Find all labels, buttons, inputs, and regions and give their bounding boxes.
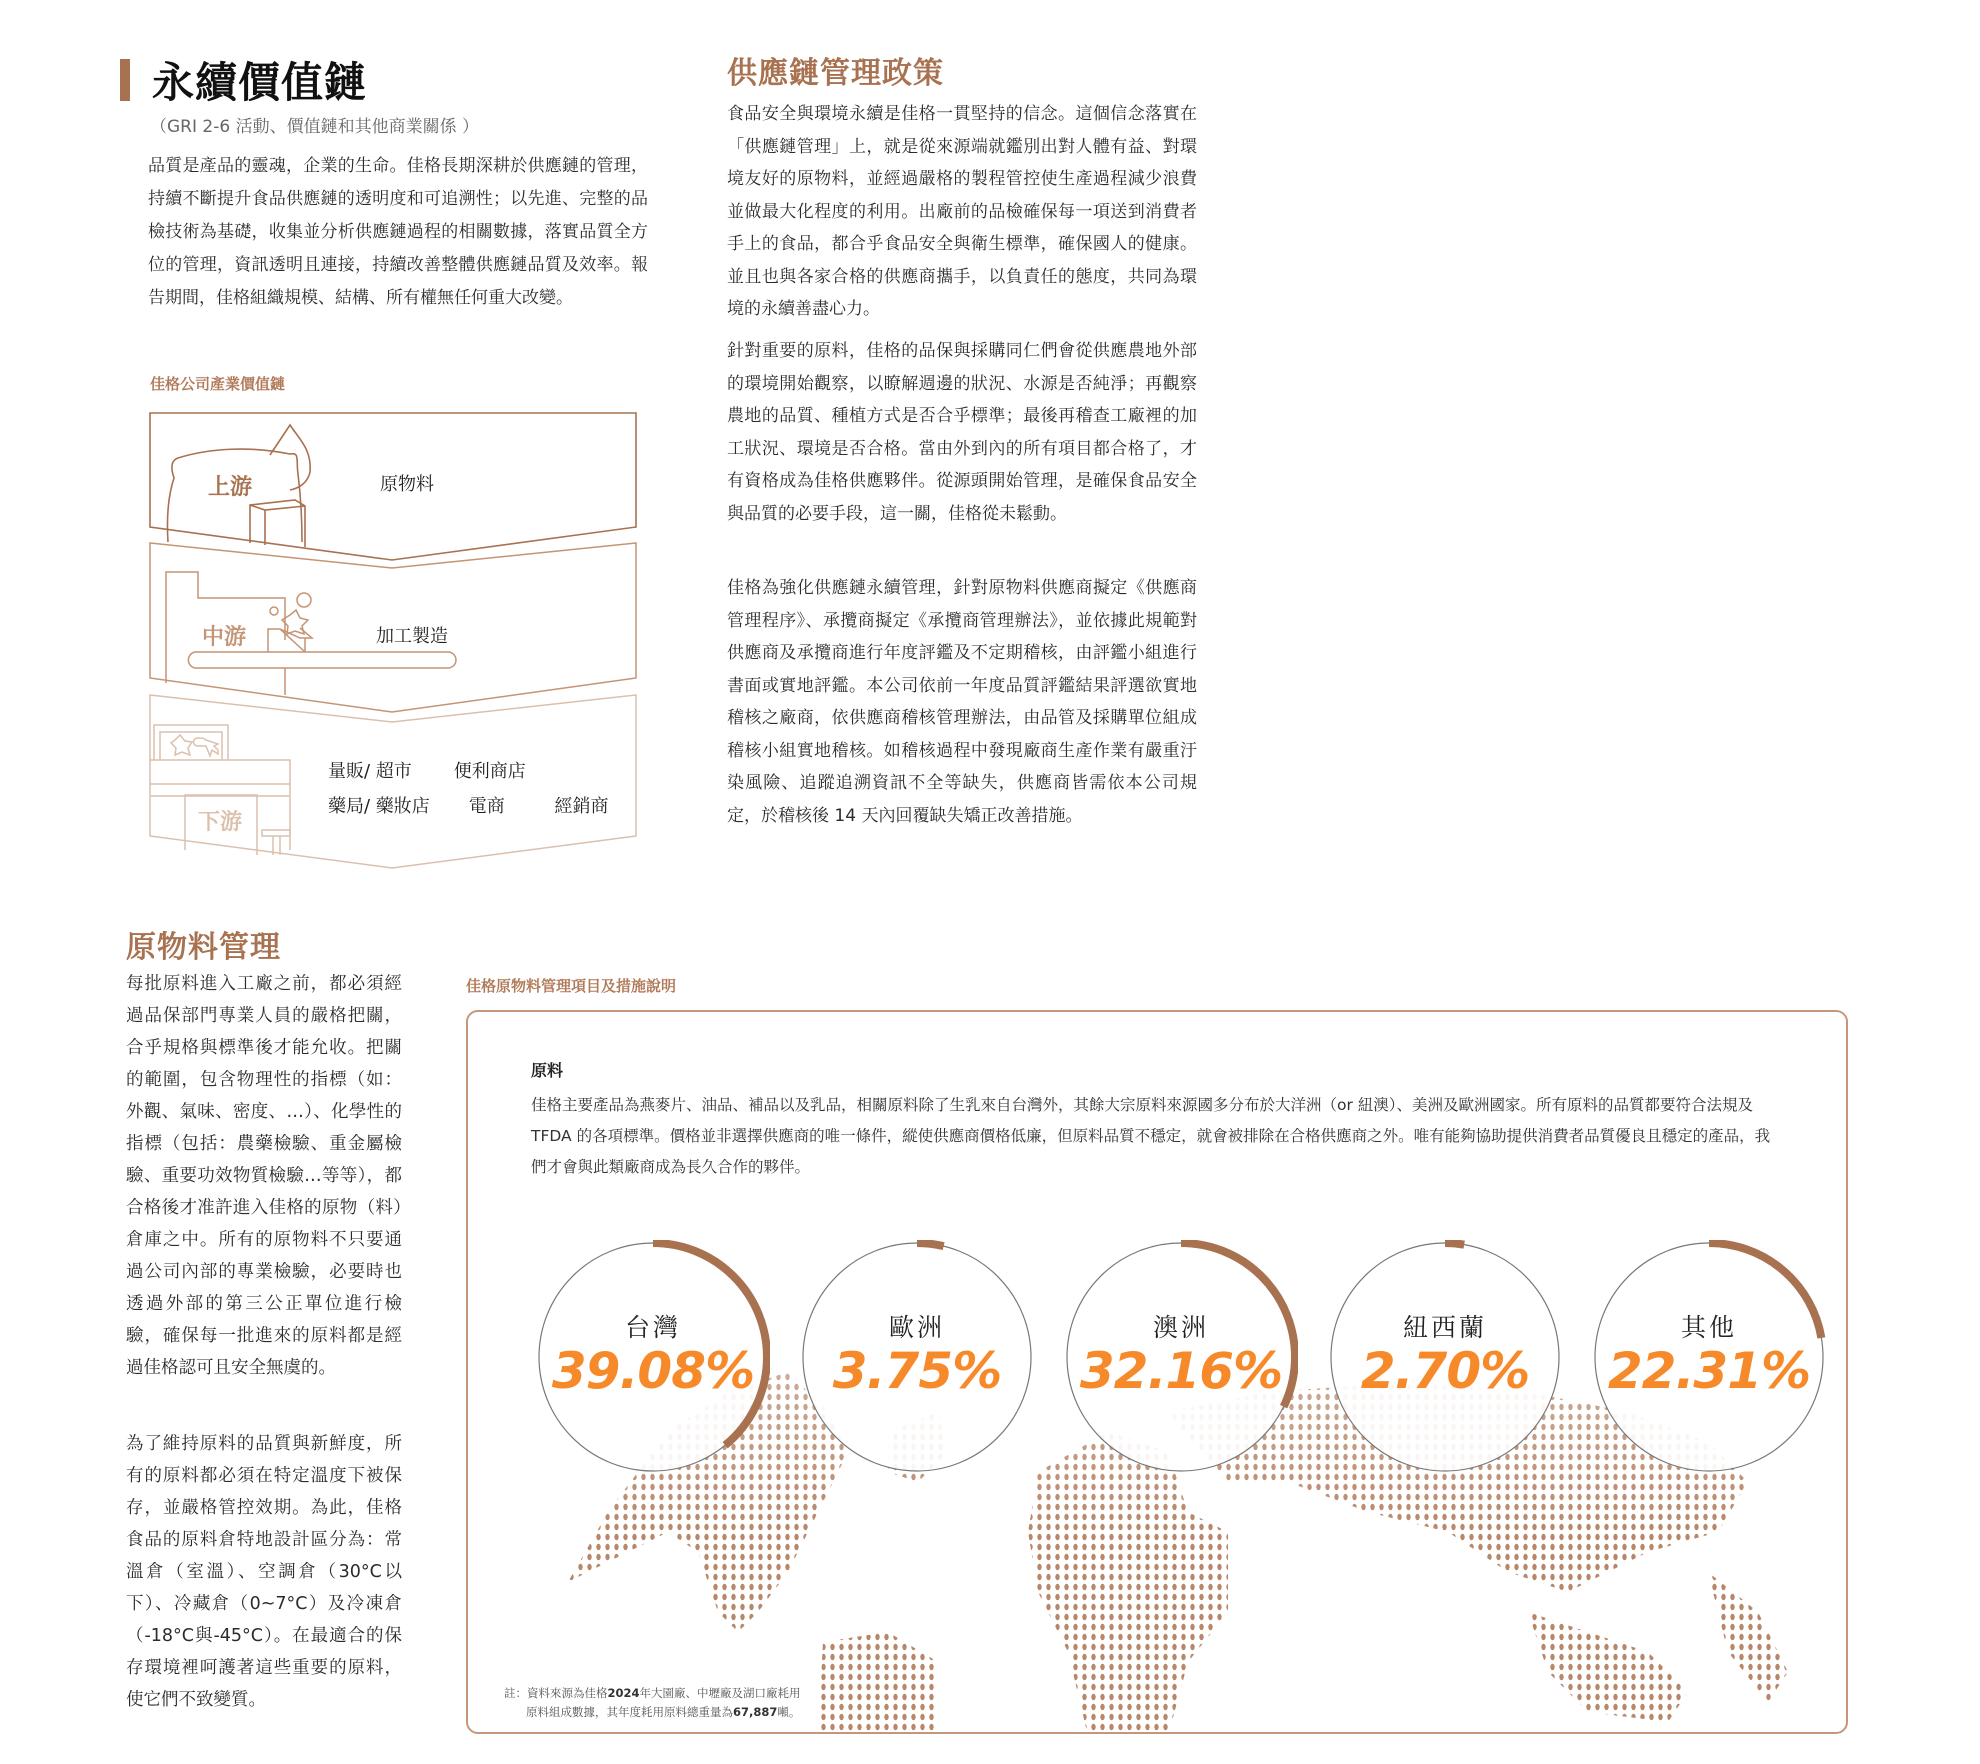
flower-icon bbox=[171, 735, 192, 755]
source-card-other bbox=[1592, 1240, 1826, 1474]
source-card-taiwan bbox=[536, 1240, 770, 1474]
stage-label-midstream: 中游 bbox=[202, 625, 247, 650]
value-chain-diagram-title: 佳格公司產業價值鏈 bbox=[150, 375, 286, 393]
upstream-item-raw-material: 原物料 bbox=[380, 474, 434, 495]
box-icon bbox=[250, 500, 305, 547]
raw-material-paragraph: 為了維持原料的品質與新鮮度，所有的原料都必須在特定溫度下被保存，並嚴格管控效期。為此，佳格食品的原料倉特地設計區分為：常溫倉（室溫）、空調倉（30°C以下）、冷藏倉（0~7°C）及冷凍倉（-18°C與-45°C）。在最適合的保存環境裡呵護著這些重要的原料，使它們不致變質。 bbox=[126, 1434, 402, 1710]
stage-label-upstream: 上游 bbox=[208, 475, 253, 500]
supply-policy-paragraph: 食品安全與環境永續是佳格一貫堅持的信念。這個信念落實在「供應鏈管理」上，就是從來源端就鑑別出對人體有益、對環境友好的原物料，並經過嚴格的製程管控使生產過程減少浪費並做最大化程度的利用。出廠前的品檢確保每一項送到消費者手上的食品，都合乎食品安全與衛生標準，確保國人的健康。並且也與各家合格的供應商攜手，以負責任的態度，共同為環境的永續善盡心力。 bbox=[727, 104, 1197, 319]
source-region-percent: 39.08% bbox=[551, 1342, 755, 1400]
raw-material-panel-title: 佳格原物料管理項目及措施說明 bbox=[466, 977, 677, 995]
data-source-note bbox=[504, 1684, 801, 1722]
map-oceania bbox=[1528, 1612, 1688, 1722]
source-card-australia bbox=[1064, 1240, 1298, 1474]
channel-ecommerce: 電商 bbox=[468, 796, 505, 817]
source-region-percent: 32.16% bbox=[1079, 1342, 1283, 1400]
source-region-name: 台灣 bbox=[624, 1313, 681, 1342]
note-line-2: 原料組成數據，其年度耗用原料總重量為67,887噸。 bbox=[526, 1705, 801, 1719]
source-card-new-zealand bbox=[1328, 1240, 1562, 1474]
source-region-name: 歐洲 bbox=[888, 1313, 945, 1342]
cursor-icon bbox=[194, 738, 219, 756]
note-line-1: 註：資料來源為佳格2024年大園廠、中壢廠及湖口廠耗用 bbox=[504, 1686, 801, 1700]
gri-reference: （GRI 2-6 活動、價值鏈和其他商業關係 ） bbox=[150, 117, 479, 137]
supply-policy-paragraph: 佳格為強化供應鏈永續管理，針對原物料供應商擬定《供應商管理程序》、承攬商擬定《承攬商管理辦法》，並依據此規範對供應商及承攬商進行年度評鑑及不定期稽核，由評鑑小組進行書面或實地評鑑。本公司依前一年度品質評鑑結果評選欲實地稽核之廠商，依供應商稽核管理辦法，由品管及採購單位組成稽核小組實地稽核。如稽核過程中發現廠商生產作業有嚴重汙染風險、追蹤追溯資訊不全等缺失，供應商皆需依本公司規定，於稽核後 14 天內回覆缺失矯正改善措施。 bbox=[727, 578, 1197, 826]
source-region-percent: 3.75% bbox=[832, 1342, 1002, 1400]
source-region-name: 其他 bbox=[1680, 1313, 1737, 1342]
downstream-channels-row2 bbox=[328, 792, 608, 818]
drop-icon bbox=[270, 425, 310, 490]
star-icon bbox=[282, 610, 308, 634]
raw-material-panel bbox=[466, 1010, 1848, 1734]
supply-policy-paragraph: 針對重要的原料，佳格的品保與採購同仁們會從供應農地外部的環境開始觀察，以瞭解週邊的狀況、水源是否純淨；再觀察農地的品質、種植方式是否合乎標準；最後再稽查工廠裡的加工狀況、環境是否合格。當由外到內的所有項目都合格了，才有資格成為佳格供應夥伴。從源頭開始管理，是確保食品安全與品質的必要手段，這一關，佳格從未鬆動。 bbox=[727, 341, 1197, 524]
source-region-percent: 2.70% bbox=[1360, 1342, 1530, 1400]
channel-convenience-store: 便利商店 bbox=[453, 761, 526, 782]
source-region-name: 紐西蘭 bbox=[1402, 1313, 1487, 1342]
raw-material-title: 原物料管理 bbox=[126, 930, 281, 965]
open-box-icon bbox=[268, 628, 312, 652]
sourcing-percentages bbox=[536, 1240, 1836, 1480]
source-region-name: 澳洲 bbox=[1152, 1313, 1209, 1342]
source-region-percent: 22.31% bbox=[1607, 1342, 1811, 1400]
raw-material-heading: 原料 bbox=[531, 1061, 564, 1080]
midstream-item-manufacturing: 加工製造 bbox=[376, 626, 448, 647]
heading-accent-bar bbox=[120, 59, 130, 101]
value-chain-intro: 品質是產品的靈魂，企業的生命。佳格長期深耕於供應鏈的管理，持續不斷提升食品供應鏈的透明度和可追溯性；以先進、完整的品檢技術為基礎，收集並分析供應鏈過程的相關數據，落實品質全方位的管理，資訊透明且連接，持續改善整體供應鏈品質及效率。報告期間，佳格組織規模、結構、所有權無任何重大改變。 bbox=[148, 156, 648, 308]
channel-hypermarket: 量販/ 超市 bbox=[328, 761, 412, 782]
downstream-channels-row1 bbox=[328, 757, 526, 783]
page-title: 永續價值鏈 bbox=[152, 58, 368, 107]
note-year: 2024 bbox=[607, 1686, 640, 1700]
note-total-weight: 67,887 bbox=[733, 1705, 778, 1719]
supply-policy-title: 供應鏈管理政策 bbox=[727, 56, 944, 91]
section-header-value-chain bbox=[120, 50, 367, 110]
bubble-icon bbox=[297, 593, 311, 607]
channel-distributor: 經銷商 bbox=[554, 796, 609, 817]
source-card-europe bbox=[800, 1240, 1034, 1474]
channel-pharmacy: 藥局/ 藥妝店 bbox=[328, 796, 430, 817]
stage-label-downstream: 下游 bbox=[198, 810, 243, 835]
raw-material-paragraph: 每批原料進入工廠之前，都必須經過品保部門專業人員的嚴格把關，合乎規格與標準後才能允收。把關的範圍，包含物理性的指標（如：外觀、氣味、密度、…）、化學性的指標（包括：農藥檢驗、重金屬檢驗、重要功效物質檢驗…等等），都合格後才准許進入佳格的原物（料）倉庫之中。所有的原物料不只要通過公司內部的專業檢驗，必要時也透過外部的第三公正單位進行檢驗，確保每一批進來的原料都是經過佳格認可且安全無虞的。 bbox=[126, 974, 402, 1378]
raw-material-description: 佳格主要產品為燕麥片、油品、補品以及乳品，相關原料除了生乳來自台灣外，其餘大宗原料來源國多分布於大洋洲（or 紐澳）、美洲及歐洲國家。所有原料的品質都要符合法規及 TFDA 的各項標準。價格並非選擇供應商的唯一條件，縱使供應商價格低廉，但原料品質不穩定，就會被排除在合格供應商之外。唯有能夠協助提供消費者品質優良且穩定的產品，我們才會與此類廠商成為長久合作的夥伴。 bbox=[531, 1096, 1771, 1176]
map-south-america bbox=[818, 1632, 938, 1734]
